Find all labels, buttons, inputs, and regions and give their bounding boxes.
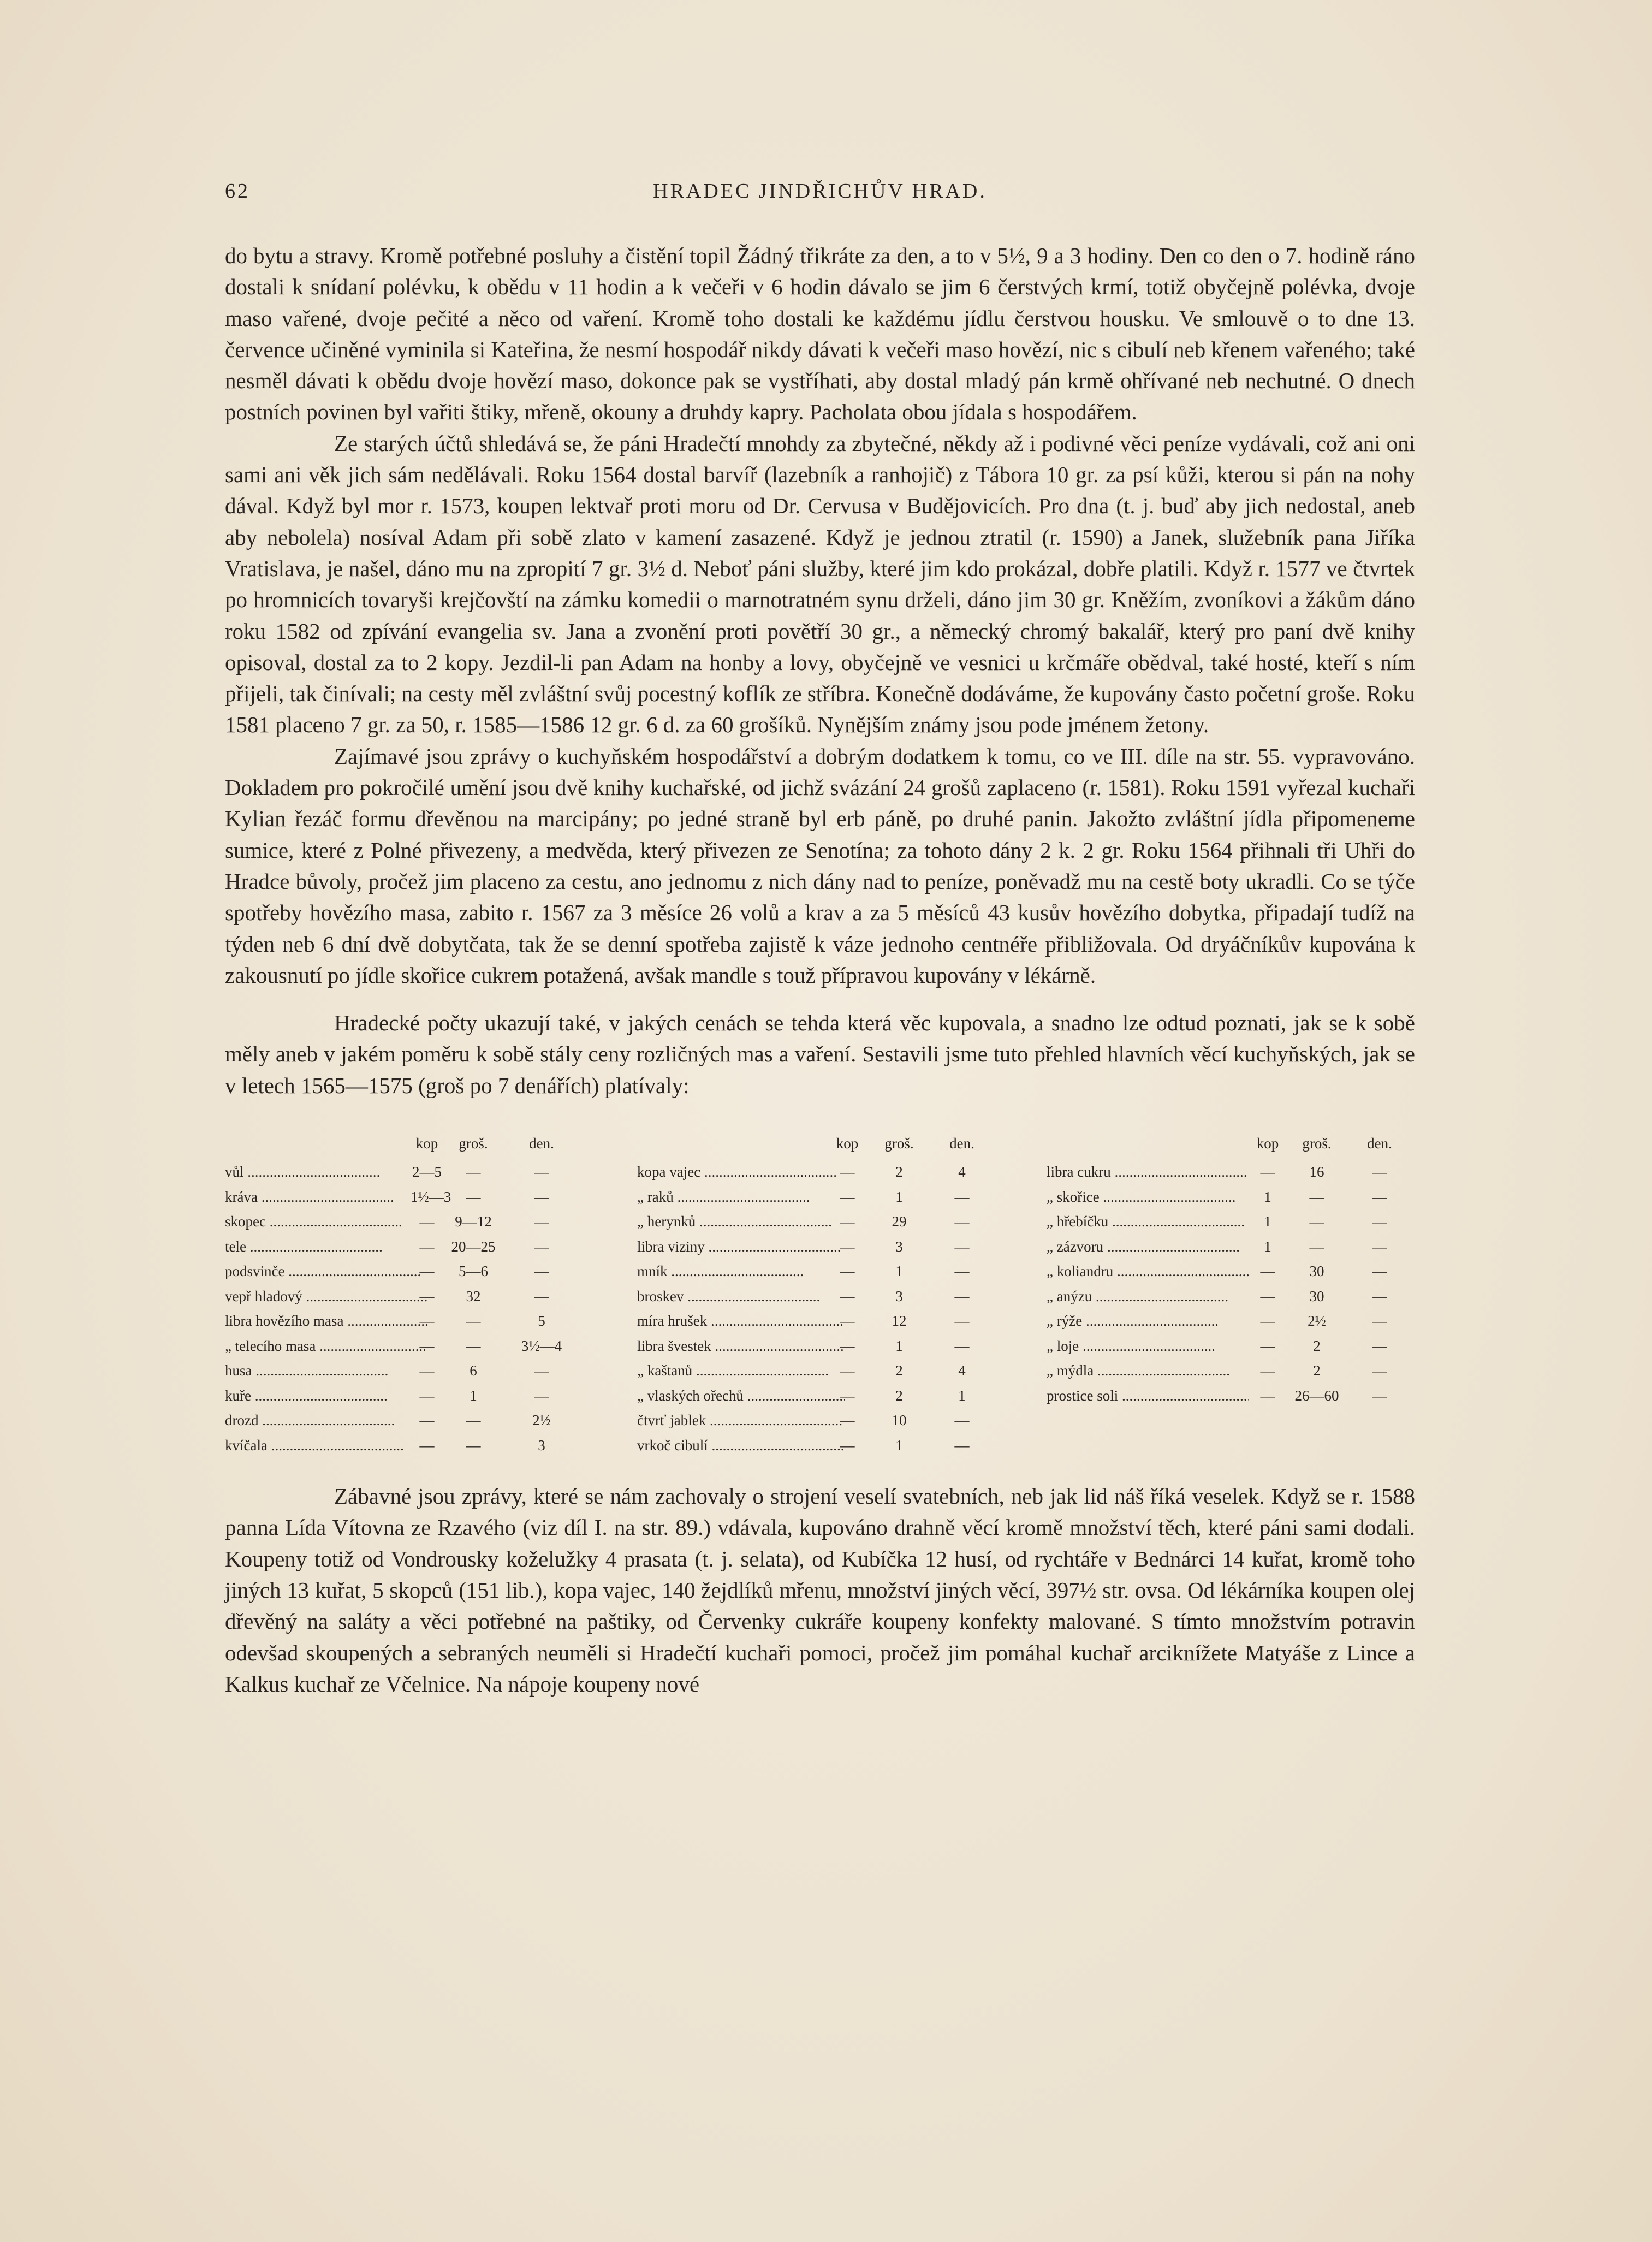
table-row (637, 1235, 995, 1260)
table-cell-kop: — (840, 1337, 855, 1354)
table-cell-groš: 32 (466, 1288, 481, 1304)
table-cell-kop: — (419, 1412, 435, 1429)
table-item-label (637, 1259, 845, 1284)
table-header-cell: kop (1256, 1135, 1279, 1152)
dot-leader (1103, 1238, 1240, 1255)
table-cell-groš: — (1309, 1188, 1324, 1205)
table-item-label (225, 1160, 427, 1185)
dot-leader (1100, 1189, 1236, 1205)
table-item-label (1047, 1284, 1249, 1309)
dot-leader (744, 1387, 845, 1404)
table-cell-kop: — (1260, 1288, 1275, 1304)
item-name: broskev (637, 1288, 684, 1304)
dot-leader (258, 1412, 395, 1428)
price-column-3 (1047, 1131, 1415, 1408)
page-header (225, 179, 1415, 212)
table-header-cell: groš. (1302, 1135, 1332, 1152)
table-item-label (225, 1185, 427, 1210)
table-item-label (225, 1235, 427, 1260)
table-cell-den: — (954, 1263, 970, 1280)
table-cell-groš: 1 (895, 1437, 903, 1454)
item-name: libra hovězího masa (225, 1313, 344, 1330)
table-cell-den: — (954, 1313, 970, 1330)
paragraph-4: Hradecké počty ukazují také, v jakých cenách se tehda která věc kupovala, a snadno lze odtud poznati, jak se k sobě měly aneb v jakém poměru k sobě stály ceny rozličných mas a vaření. Sestavili jsme tuto přehled hlavních věcí kuchyňských, jak se v letech 1565—1575 (groš po 7 denářích) platívaly: (225, 1010, 1415, 1098)
table-cell-den: — (1372, 1188, 1387, 1205)
table-cell-groš: 1 (895, 1337, 903, 1354)
table-cell-groš: 2 (1313, 1362, 1321, 1379)
table-row (1047, 1384, 1415, 1409)
table-item-label (637, 1359, 845, 1384)
table-cell-den: — (1372, 1263, 1387, 1280)
table-cell-den: — (954, 1412, 970, 1429)
table-cell-kop: — (1260, 1337, 1275, 1354)
dot-leader (268, 1437, 404, 1454)
paragraph-3: Zajímavé jsou zprávy o kuchyňském hospodářství a dobrým dodatkem k tomu, co ve III. díle na str. 55. vypravováno. Dokladem pro pokročilé umění jsou dvě knihy kuchařské, od jichž svázání 24 grošů zaplaceno (r. 1581). Roku 1591 vyřezal kuchaři Kylian řezáč formu dřevěnou na marcipány; po jedné straně byl erb páně, po druhé panin. Jakožto zvláštní jídla připomeneme sumice, které z Polné přivezeny, a medvěda, který přivezen ze Senotína; za tohoto dány 2 k. 2 gr. Roku 1564 přihnali tři Uhři do Hradce bůvoly, pročež jim placeno za cestu, ano jednomu z nich dány nad to peníze, poněvadž mu na cestě boty ukradli. Co se týče spotřeby hovězího masa, zabito r. 1567 za 3 měsíce 26 volů a krav a za 5 měsíců 43 kusův hovězího dobytka, připadají tudíž na týden neb 6 dní dvě dobytčata, tak že se denní spotřeba zajistě k váze jednoho centnéře přibližovala. Od dryáčníkův kupována k zakousnutí po jídle skořice cukrem potažená, avšak mandle s touž přípravou kupovány v lékárně. (225, 743, 1415, 988)
table-row (225, 1408, 588, 1433)
dot-leader (244, 1164, 381, 1180)
table-row (225, 1359, 588, 1384)
table-cell-den: 5 (538, 1313, 545, 1330)
table-cell-groš: 3 (895, 1238, 903, 1255)
item-name: „ rýže (1047, 1313, 1083, 1330)
table-row (225, 1235, 588, 1260)
table-cell-kop: — (840, 1263, 855, 1280)
table-cell-kop: — (419, 1263, 435, 1280)
table-header-row (637, 1131, 995, 1160)
table-cell-den: — (534, 1288, 549, 1304)
table-item-label (1047, 1384, 1249, 1409)
table-cell-den: — (954, 1188, 970, 1205)
table-header-row (1047, 1131, 1415, 1160)
item-name: prostice soli (1047, 1387, 1119, 1404)
table-item-label (1047, 1334, 1249, 1359)
dot-leader (302, 1288, 427, 1304)
item-name: „ vlaských ořechů (637, 1387, 744, 1404)
dot-leader (1092, 1288, 1228, 1304)
table-item-label (637, 1209, 845, 1235)
item-name: míra hrušek (637, 1313, 708, 1330)
table-cell-den: — (534, 1362, 549, 1379)
item-name: husa (225, 1362, 252, 1379)
table-row (225, 1160, 588, 1185)
table-cell-den: — (534, 1164, 549, 1181)
table-cell-den: 2½ (532, 1412, 551, 1429)
table-cell-kop: 1 (1264, 1238, 1271, 1255)
page-body (225, 240, 1415, 1700)
table-cell-groš: 20—25 (451, 1238, 496, 1255)
dot-leader (1113, 1263, 1249, 1279)
dot-leader (258, 1189, 394, 1205)
table-cell-groš: 1 (895, 1263, 903, 1280)
table-cell-den: — (1372, 1387, 1387, 1404)
table-item-label (225, 1209, 427, 1235)
dot-leader (700, 1164, 837, 1180)
table-row (1047, 1359, 1415, 1384)
table-cell-den: — (1372, 1337, 1387, 1354)
dot-leader (692, 1362, 829, 1379)
dot-leader (696, 1213, 832, 1230)
dot-leader (252, 1362, 389, 1379)
price-column-1 (225, 1131, 588, 1458)
dot-leader (251, 1387, 388, 1404)
table-cell-groš: — (466, 1313, 481, 1330)
table-cell-groš: 9—12 (455, 1213, 492, 1230)
table-item-label (637, 1433, 845, 1458)
table-cell-den: — (1372, 1164, 1387, 1181)
item-name: „ herynků (637, 1213, 696, 1230)
table-cell-kop: 1 (1264, 1188, 1271, 1205)
dot-leader (706, 1412, 842, 1428)
item-name: tele (225, 1238, 246, 1255)
table-cell-kop: — (1260, 1263, 1275, 1280)
table-cell-den: 1 (958, 1387, 966, 1404)
table-row (637, 1408, 995, 1433)
table-row (225, 1284, 588, 1309)
table-cell-kop: — (419, 1288, 435, 1304)
table-cell-den: — (534, 1213, 549, 1230)
item-name: vůl (225, 1164, 244, 1181)
table-cell-groš: 1 (470, 1387, 477, 1404)
table-item-label (1047, 1259, 1249, 1284)
table-cell-groš: 2½ (1308, 1313, 1326, 1330)
table-cell-den: 3 (538, 1437, 545, 1454)
table-cell-kop: — (840, 1238, 855, 1255)
table-cell-groš: 16 (1309, 1164, 1324, 1181)
table-row (225, 1209, 588, 1235)
table-row (1047, 1334, 1415, 1359)
table-cell-groš: 1 (895, 1188, 903, 1205)
table-cell-kop: — (419, 1337, 435, 1354)
item-name: „ hřebíčku (1047, 1213, 1109, 1230)
table-cell-groš: 2 (895, 1164, 903, 1181)
table-cell-kop: — (1260, 1362, 1275, 1379)
item-name: „ zázvoru (1047, 1238, 1104, 1255)
item-name: kráva (225, 1188, 258, 1205)
table-cell-groš: — (466, 1164, 481, 1181)
item-name: mník (637, 1263, 668, 1280)
table-cell-den: 3½—4 (521, 1337, 562, 1354)
table-cell-groš: 10 (892, 1412, 907, 1429)
table-header-cell: groš. (459, 1135, 488, 1152)
table-row (1047, 1185, 1415, 1210)
table-row (637, 1433, 995, 1458)
table-cell-kop: — (840, 1362, 855, 1379)
table-cell-groš: 26—60 (1294, 1387, 1339, 1404)
table-cell-groš: 29 (892, 1213, 907, 1230)
price-column-2 (637, 1131, 995, 1458)
table-cell-kop: — (840, 1313, 855, 1330)
table-cell-groš: 3 (895, 1288, 903, 1304)
table-cell-kop: — (419, 1238, 435, 1255)
table-row (1047, 1259, 1415, 1284)
table-row (1047, 1209, 1415, 1235)
table-item-label (637, 1185, 845, 1210)
table-cell-groš: 30 (1309, 1288, 1324, 1304)
table-item-label (225, 1433, 427, 1458)
table-row (225, 1433, 588, 1458)
paragraph-5: Zábavné jsou zprávy, které se nám zachovaly o strojení veselí svatebních, neb jak lid náš říká veselek. Když se r. 1588 panna Lída Vítovna ze Rzavého (viz díl I. na str. 89.) vdávala, kupováno drahně věcí kromě množství těch, které páni sami dodali. Koupeny totiž od Vondrousky koželužky 4 prasata (t. j. selata), od Kubíčka 12 husí, od rychtáře v Bednárci 14 kuřat, kromě toho jiných 13 kuřat, 5 skopců (151 lib.), kopa vajec, 140 žejdlíků mřenu, množství jiných věcí, 397½ str. ovsa. Od lékárníka koupen olej dřevěný na saláty a věci potřebné na paštiky, od Červenky cukráře koupeny konfekty malované. S tímto množstvím potravin odevšad skoupených a sebraných neuměli si Hradečtí kuchaři pomoci, pročež jim pomáhal kuchař arciknížete Matyáše z Lince a Kalkus kuchař ze Včelnice. Na nápoje koupeny nové (225, 1484, 1415, 1697)
item-name: libra švestek (637, 1337, 711, 1354)
table-item-label (637, 1408, 845, 1433)
table-row (1047, 1284, 1415, 1309)
item-name: libra viziny (637, 1238, 705, 1255)
table-cell-den: — (534, 1238, 549, 1255)
dot-leader (707, 1313, 843, 1329)
table-item-label (637, 1160, 845, 1185)
table-cell-groš: — (466, 1337, 481, 1354)
table-cell-kop: — (840, 1288, 855, 1304)
dot-leader (1094, 1362, 1230, 1379)
table-cell-kop: — (840, 1188, 855, 1205)
dot-leader (674, 1189, 810, 1205)
table-cell-kop: — (1260, 1387, 1275, 1404)
table-cell-kop: 1½—3 (411, 1188, 451, 1205)
item-name: kvíčala (225, 1437, 268, 1454)
table-cell-kop: — (419, 1313, 435, 1330)
table-cell-groš: — (466, 1188, 481, 1205)
table-item-label (225, 1408, 427, 1433)
table-cell-groš: — (1309, 1213, 1324, 1230)
table-cell-den: — (534, 1387, 549, 1404)
table-header-cell: den. (529, 1135, 554, 1152)
table-row (225, 1309, 588, 1334)
table-header-cell: den. (949, 1135, 974, 1152)
table-cell-groš: 5—6 (459, 1263, 488, 1280)
paragraph-2: Ze starých účtů shledává se, že páni Hradečtí mnohdy za zbytečné, někdy až i podivné věci peníze vydávali, což ani oni sami ani věk jich sám nedělávali. Roku 1564 dostal barvíř (lazebník a ranhojič) z Tábora 10 gr. za psí kůži, kterou si pán na nohy dával. Když byl mor r. 1573, koupen lektvař proti moru od Dr. Cervusa v Budějovicích. Pro dna (t. j. buď aby jich nedostal, aneb aby nebolela) nosíval Adam při sobě zlato v kamení zasazené. Když je jednou ztratil (r. 1590) a Janek, služebník pana Jiříka Vratislava, je našel, dáno mu na zpropití 7 gr. 3½ d. Neboť páni služby, které jim kdo prokázal, dobře platili. Když r. 1577 ve čtvrtek po hromnicích tovaryši krejčovští na zámku komedii o marnotratném synu drželi, dáno jim 30 gr. Kněžím, zvoníkovi a žákům dáno roku 1582 od zpívání evangelia sv. Jana a zvonění proti povětří 30 gr., a německý chromý bakalář, který pro paní dvě knihy opisoval, dostal za to 2 kopy. Jezdil-li pan Adam na honby a lovy, obyčejně ve vesnici u krčmáře obědval, také hosté, kteří s ním přijeli, tak činívali; na cesty měl zvláštní svůj pocestný koflík ze stříbra. Konečně dodáváme, že kupovány často početní groše. Roku 1581 placeno 7 gr. za 50, r. 1585—1586 12 gr. 6 d. za 60 grošíků. Nynějším známy jsou pode jménem žetony. (225, 430, 1415, 738)
table-row (225, 1334, 588, 1359)
item-name: „ anýzu (1047, 1288, 1092, 1304)
table-cell-groš: 6 (470, 1362, 477, 1379)
table-cell-den: — (1372, 1288, 1387, 1304)
table-item-label (225, 1384, 427, 1409)
dot-leader (684, 1288, 820, 1304)
table-row (1047, 1235, 1415, 1260)
table-item-label (637, 1309, 845, 1334)
dot-leader (1118, 1387, 1249, 1404)
table-row (637, 1209, 995, 1235)
item-name: „ telecího masa (225, 1337, 316, 1354)
item-name: libra cukru (1047, 1164, 1111, 1181)
table-cell-kop: — (840, 1412, 855, 1429)
table-cell-kop: — (840, 1213, 855, 1230)
table-row (225, 1259, 588, 1284)
table-cell-kop: — (1260, 1164, 1275, 1181)
table-item-label (1047, 1359, 1249, 1384)
table-row (637, 1359, 995, 1384)
table-cell-den: — (954, 1337, 970, 1354)
table-cell-kop: — (419, 1213, 435, 1230)
table-cell-den: — (1372, 1238, 1387, 1255)
dot-leader (1108, 1213, 1245, 1230)
table-item-label (1047, 1209, 1249, 1235)
table-item-label (225, 1309, 427, 1334)
table-item-label (637, 1384, 845, 1409)
table-cell-groš: 30 (1309, 1263, 1324, 1280)
table-item-label (225, 1334, 427, 1359)
table-cell-den: — (1372, 1313, 1387, 1330)
dot-leader (1082, 1313, 1219, 1329)
item-name: skopec (225, 1213, 266, 1230)
dot-leader (1111, 1164, 1247, 1180)
table-item-label (1047, 1309, 1249, 1334)
table-row (1047, 1160, 1415, 1185)
table-header-cell: groš. (884, 1135, 914, 1152)
table-cell-den: — (1372, 1213, 1387, 1230)
item-name: čtvrť jablek (637, 1412, 706, 1429)
item-name: „ loje (1047, 1337, 1079, 1354)
item-name: „ koliandru (1047, 1263, 1114, 1280)
table-cell-groš: 2 (895, 1362, 903, 1379)
table-cell-kop: 1 (1264, 1213, 1271, 1230)
table-cell-kop: — (840, 1387, 855, 1404)
table-row (637, 1309, 995, 1334)
table-item-label (1047, 1185, 1249, 1210)
dot-leader (1079, 1338, 1215, 1354)
table-cell-kop: — (840, 1437, 855, 1454)
table-cell-kop: — (1260, 1313, 1275, 1330)
item-name: drozd (225, 1412, 259, 1429)
table-cell-den: — (954, 1288, 970, 1304)
dot-leader (668, 1263, 804, 1279)
table-cell-den: — (954, 1437, 970, 1454)
table-header-cell: den. (1367, 1135, 1392, 1152)
table-row (637, 1185, 995, 1210)
dot-leader (266, 1213, 402, 1230)
table-item-label (1047, 1235, 1249, 1260)
price-table (225, 1131, 1415, 1454)
table-item-label (1047, 1160, 1249, 1185)
table-item-label (225, 1359, 427, 1384)
table-item-label (225, 1284, 427, 1309)
table-row (225, 1384, 588, 1409)
dot-leader (708, 1437, 845, 1454)
table-cell-den: — (954, 1213, 970, 1230)
table-cell-groš: — (1309, 1238, 1324, 1255)
table-row (1047, 1309, 1415, 1334)
item-name: „ mýdla (1047, 1362, 1094, 1379)
paragraph-1: do bytu a stravy. Kromě potřebné posluhy a čistění topil Žádný třikráte za den, a to v 5½, 9 a 3 hodiny. Den co den o 7. hodině ráno dostali k snídaní polévku, k obědu v 11 hodin a k večeři v 6 hodin dávalo se jim 6 čerstvých krmí, totiž obyčejně polévka, dvoje maso vařené, dvoje pečité a něco od vaření. Kromě toho dostali ke každému jídlu čerstvou housku. Ve smlouvě o to dne 13. července učiněné vyminila si Kateřina, že nesmí hospodář nikdy dávati k večeři maso hovězí, nic s cibulí neb křenem vařeného; také nesměl dávati k obědu dvoje hovězí maso, dokonce pak se vystříhati, aby dostal mladý pán krmě ohřívané neb nechutné. O dnech postních povinen byl vařiti štiky, mřeně, okouny a druhdy kapry. Pacholata obou jídala s hospodářem. (225, 243, 1415, 425)
item-name: kopa vajec (637, 1164, 701, 1181)
table-cell-kop: — (419, 1437, 435, 1454)
table-cell-groš: — (466, 1437, 481, 1454)
table-cell-kop: — (419, 1362, 435, 1379)
item-name: vrkoč cibulí (637, 1437, 708, 1454)
table-header-cell: kop (415, 1135, 438, 1152)
table-cell-den: 4 (958, 1362, 966, 1379)
dot-leader (246, 1238, 383, 1255)
table-item-label (225, 1259, 427, 1284)
running-title: HRADEC JINDŘICHŮV HRAD. (653, 180, 987, 203)
table-cell-kop: — (840, 1164, 855, 1181)
dot-leader (284, 1263, 421, 1279)
item-name: „ kaštanů (637, 1362, 693, 1379)
table-row (637, 1334, 995, 1359)
table-header-cell: kop (836, 1135, 859, 1152)
table-row (637, 1384, 995, 1409)
table-row (637, 1284, 995, 1309)
table-cell-groš: 2 (1313, 1337, 1321, 1354)
table-header-row (225, 1131, 588, 1160)
dot-leader (711, 1338, 845, 1354)
table-cell-den: — (534, 1188, 549, 1205)
table-cell-groš: 2 (895, 1387, 903, 1404)
item-name: kuře (225, 1387, 251, 1404)
item-name: podsvinče (225, 1263, 285, 1280)
table-row (637, 1160, 995, 1185)
table-item-label (637, 1284, 845, 1309)
table-cell-den: — (954, 1238, 970, 1255)
table-cell-den: 4 (958, 1164, 966, 1181)
item-name: „ skořice (1047, 1188, 1100, 1205)
page-number: 62 (225, 180, 250, 203)
table-row (637, 1259, 995, 1284)
dot-leader (705, 1238, 841, 1255)
table-cell-kop: — (419, 1387, 435, 1404)
table-item-label (637, 1235, 845, 1260)
table-cell-kop: 2—5 (412, 1164, 442, 1181)
table-cell-groš: — (466, 1412, 481, 1429)
item-name: vepř hladový (225, 1288, 302, 1304)
item-name: „ raků (637, 1188, 674, 1205)
table-cell-groš: 12 (892, 1313, 907, 1330)
table-row (225, 1185, 588, 1210)
table-cell-den: — (1372, 1362, 1387, 1379)
table-cell-den: — (534, 1263, 549, 1280)
table-item-label (637, 1334, 845, 1359)
